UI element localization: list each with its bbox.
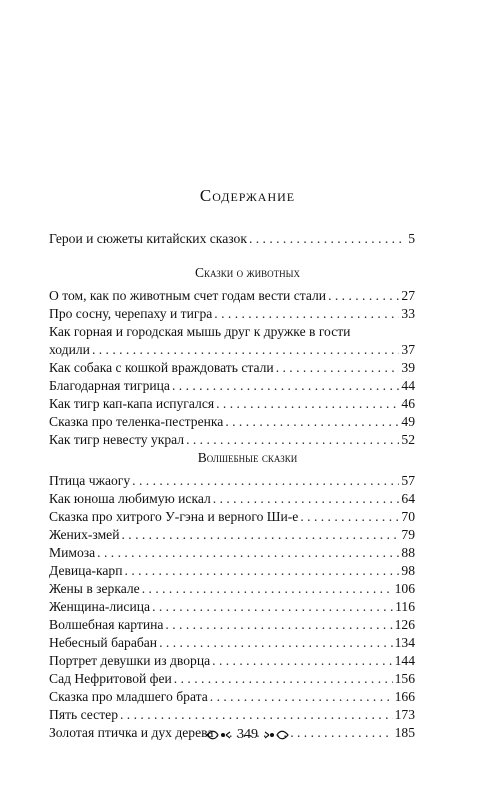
toc-entry-page: 134 [394, 635, 415, 650]
toc-entry-title: Девица-карп [49, 563, 123, 578]
toc-entry-page: 98 [401, 563, 415, 578]
toc-entry-title: Как собака с кошкой враждовать стали [49, 360, 274, 375]
toc-entry-page: 64 [401, 491, 415, 506]
page-title: Содержание [199, 186, 296, 205]
toc-entry-page: 79 [401, 527, 415, 542]
dot-leader [152, 598, 393, 616]
toc-entry-title: Жены в зеркале [49, 581, 140, 596]
dot-leader [225, 413, 399, 431]
toc-entry [49, 490, 415, 508]
dot-leader [142, 580, 393, 598]
toc-entry [49, 688, 415, 706]
toc-entry [49, 598, 415, 616]
dot-leader [186, 431, 399, 449]
dot-leader [214, 305, 399, 323]
toc-entry-title: Как тигр кап-капа испугался [49, 396, 215, 411]
toc-entry [49, 413, 415, 431]
toc-entry-title: Сказка про хитрого У-гэна и верного Ши-е [49, 509, 299, 524]
toc-entry-page: 27 [401, 288, 415, 303]
toc-entry-page: 5 [408, 231, 415, 246]
dot-leader [121, 526, 399, 544]
toc-entry-page: 46 [401, 396, 415, 411]
toc-entry-page: 49 [401, 414, 415, 429]
toc-entry-title: Птица чжаогу [49, 473, 131, 488]
toc-entry-title: Как горная и городская мышь друг к дружке в гости [49, 324, 351, 339]
toc-entry-title: Сад Нефритовой феи [49, 671, 172, 686]
toc-entry-page: 173 [394, 707, 415, 722]
toc-entry-continuation [49, 341, 415, 359]
section-heading-animals: Сказки о животных [195, 265, 300, 280]
toc-entry-page: 126 [394, 617, 415, 632]
toc-entry-title: Женщина-лисица [49, 599, 151, 614]
floral-ornament-icon [205, 728, 231, 742]
dot-leader [120, 706, 393, 724]
toc-entry-title: Пять сестер [49, 707, 118, 722]
toc-entry-page: 39 [401, 360, 415, 375]
toc-entry-title: Как тигр невесту украл [49, 432, 185, 447]
toc-entry-page: 156 [394, 671, 415, 686]
toc-entry [49, 670, 415, 688]
toc-entry-title: Золотая птичка и дух дерева [49, 725, 214, 740]
dot-leader [172, 377, 399, 395]
toc-entry-page: 70 [401, 509, 415, 524]
page-footer [0, 727, 495, 743]
toc-entry-title: Сказка про младшего брата [49, 689, 208, 704]
toc-section-animals [49, 287, 415, 449]
toc-entry-page: 166 [394, 689, 415, 704]
toc-entry [49, 305, 415, 323]
toc-entry-title: Мимоза [49, 545, 96, 560]
dot-leader [212, 652, 392, 670]
dot-leader [213, 490, 400, 508]
dot-leader [216, 395, 399, 413]
dot-leader [328, 287, 399, 305]
toc-intro [49, 230, 415, 248]
toc-entry-page: 52 [401, 432, 415, 447]
toc-section-magic [49, 472, 415, 742]
toc-entry-title: Сказка про теленка-пестренка [49, 414, 224, 429]
toc-entry-title: Герои и сюжеты китайских сказок [49, 231, 247, 246]
dot-leader [92, 341, 399, 359]
toc-entry [49, 526, 415, 544]
toc-entry-page: 33 [401, 306, 415, 321]
toc-entry [49, 377, 415, 395]
dot-leader [132, 472, 399, 490]
toc-entry [49, 230, 415, 248]
toc-entry [49, 395, 415, 413]
toc-entry [49, 706, 415, 724]
toc-entry [49, 580, 415, 598]
section-heading-magic: Волшебные сказки [197, 450, 298, 465]
dot-leader [97, 544, 399, 562]
toc-entry [49, 634, 415, 652]
dot-leader [300, 508, 399, 526]
toc-entry-page: 37 [401, 342, 415, 357]
page-number: 349 [237, 727, 258, 742]
dot-leader [276, 359, 400, 377]
toc-entry-page: 44 [401, 378, 415, 393]
toc-entry-title: Благодарная тигрица [49, 378, 170, 393]
toc-entry-page: 88 [401, 545, 415, 560]
toc-entry-title: О том, как по животным счет годам вести стали [49, 288, 327, 303]
toc-entry [49, 544, 415, 562]
dot-leader [249, 230, 406, 248]
toc-entry-title: Про сосну, черепаху и тигра [49, 306, 213, 321]
floral-ornament-icon [264, 728, 290, 742]
toc-entry-title: Как юноша любимую искал [49, 491, 211, 506]
toc-entry-title: Небесный барабан [49, 635, 158, 650]
toc-entry-page: 116 [395, 599, 415, 614]
toc-entry [49, 652, 415, 670]
dot-leader [165, 616, 392, 634]
dot-leader [174, 670, 393, 688]
toc-entry-title: Портрет девушки из дворца [49, 653, 211, 668]
toc-entry-page: 106 [394, 581, 415, 596]
toc-entry-page: 144 [394, 653, 415, 668]
dot-leader [210, 688, 393, 706]
toc-entry [49, 472, 415, 490]
dot-leader [159, 634, 393, 652]
toc-entry [49, 323, 415, 359]
toc-entry-title: Волшебная картина [49, 617, 164, 632]
toc-entry-page: 185 [394, 725, 415, 740]
toc-entry-title-cont: ходили [49, 342, 90, 357]
toc-entry [49, 616, 415, 634]
toc-entry-title: Жених-змей [49, 527, 120, 542]
dot-leader [125, 562, 400, 580]
toc-entry [49, 562, 415, 580]
toc-entry [49, 287, 415, 305]
toc-entry-page: 57 [401, 473, 415, 488]
toc-entry [49, 359, 415, 377]
toc-entry [49, 508, 415, 526]
toc-entry [49, 431, 415, 449]
